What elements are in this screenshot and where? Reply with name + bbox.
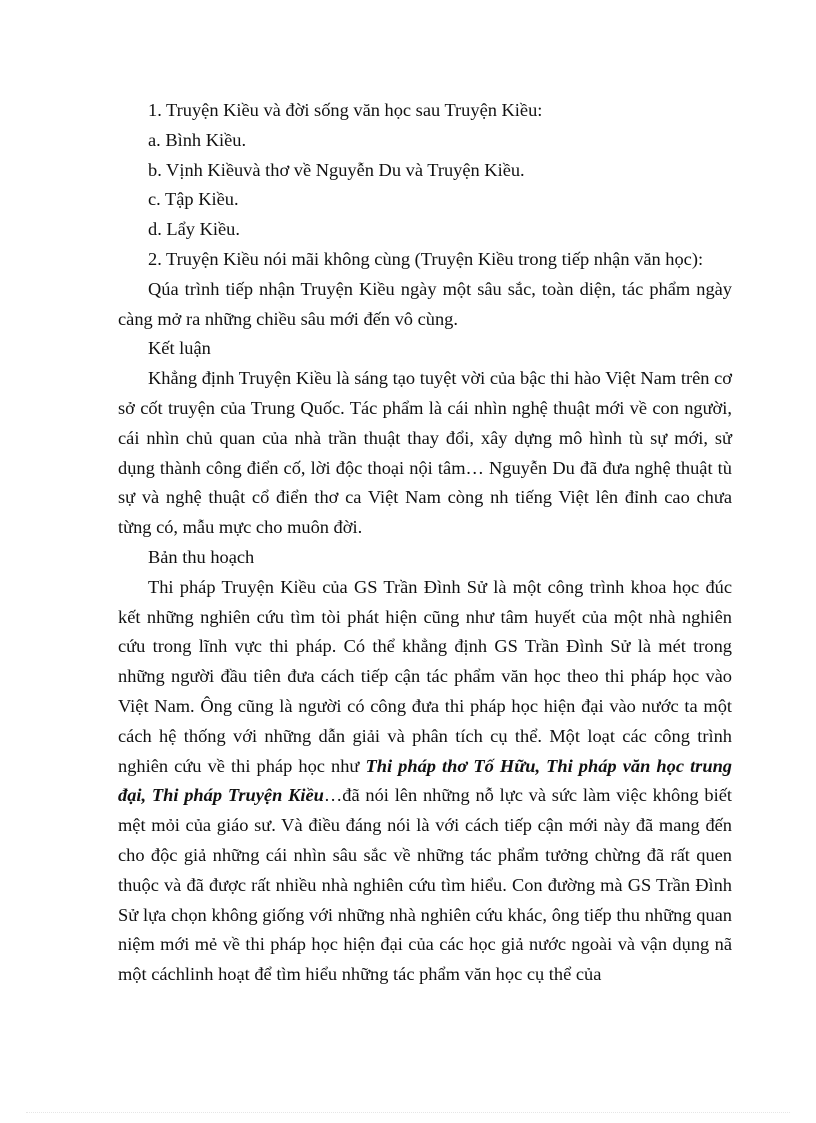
- paragraph-report-text-end: …đã nói lên những nỗ lực và sức làm việc không biết mệt mỏi của giáo sư. Và điều đáng nói là với cách tiếp cận mới này đã mang đến cho độc giả những cái nhìn sâu sắc về những tác phẩm tưởng chừng đã rất quen thuộc và đã được rất nhiều nhà nghiên cứu tìm hiểu. Con đường mà GS Trần Đình Sử lựa chọn không giống với những nhà nghiên cứu khác, ông tiếp thu những quan niệm mới mẻ về thi pháp học hiện đại của các học giả nước ngoài và vận dụng nã một cáchlinh hoạt để tìm hiểu những tác phẩm văn học cụ thể của: [118, 785, 732, 985]
- list-item-2: 2. Truyện Kiều nói mãi không cùng (Truyện Kiều trong tiếp nhận văn học):: [148, 248, 704, 269]
- heading-conclusion: Kết luận: [148, 338, 211, 359]
- paragraph-conclusion: Khẳng định Truyện Kiều là sáng tạo tuyệt vời của bậc thi hào Việt Nam trên cơ sở cốt truyện của Trung Quốc. Tác phẩm là cái nhìn nghệ thuật mới về con người, cái nhìn chủ quan của nhà trần thuật thay đổi, xây dựng mô hình tù sự mới, sử dụng thành công điển cố, lời độc thoại nội tâm… Nguyễn Du đã đưa nghệ thuật tù sự và nghệ thuật cổ điển thơ ca Việt Nam còng nh tiếng Việt lên đỉnh cao chưa từng có, mẫu mực cho muôn đời.: [118, 368, 732, 538]
- paragraph-report-text-start: Thi pháp Truyện Kiều của GS Trần Đình Sử là một công trình khoa học đúc kết những nghiên cứu tìm tòi phát hiện cũng như tâm huyết của một nhà nghiên cứu trong lĩnh vực thi pháp. Có thể khẳng định GS Trần Đình Sử là mét trong những người đầu tiên đưa cách tiếp cận tác phẩm văn học theo thi pháp học vào Việt Nam. Ông cũng là người có công đưa thi pháp học hiện đại vào nước ta một cách hệ thống với những dẫn giải và phân tích cụ thể. Một loạt các công trình nghiên cứu về thi pháp học như: [118, 576, 732, 776]
- list-item-b: b. Vịnh Kiềuvà thơ về Nguyễn Du và Truyện Kiều.: [148, 159, 525, 180]
- document-body: [118, 96, 732, 990]
- heading-report: Bản thu hoạch: [148, 546, 255, 567]
- paragraph-reception: Qúa trình tiếp nhận Truyện Kiều ngày một sâu sắc, toàn diện, tác phẩm ngày càng mở ra những chiều sâu mới đến vô cùng.: [118, 278, 732, 329]
- list-item-a: a. Bình Kiều.: [148, 129, 247, 150]
- list-item-1: 1. Truyện Kiều và đời sống văn học sau Truyện Kiều:: [148, 100, 543, 120]
- paragraph-report-work-titles: Thi pháp thơ Tố Hữu, Thi pháp văn học trung đại, Thi pháp Truyện Kiều: [118, 755, 732, 806]
- page-bottom-border: [26, 1112, 790, 1113]
- paragraph-report: [118, 573, 732, 990]
- list-item-c: c. Tập Kiều.: [148, 189, 239, 210]
- list-item-d: d. Lẩy Kiều.: [148, 219, 240, 240]
